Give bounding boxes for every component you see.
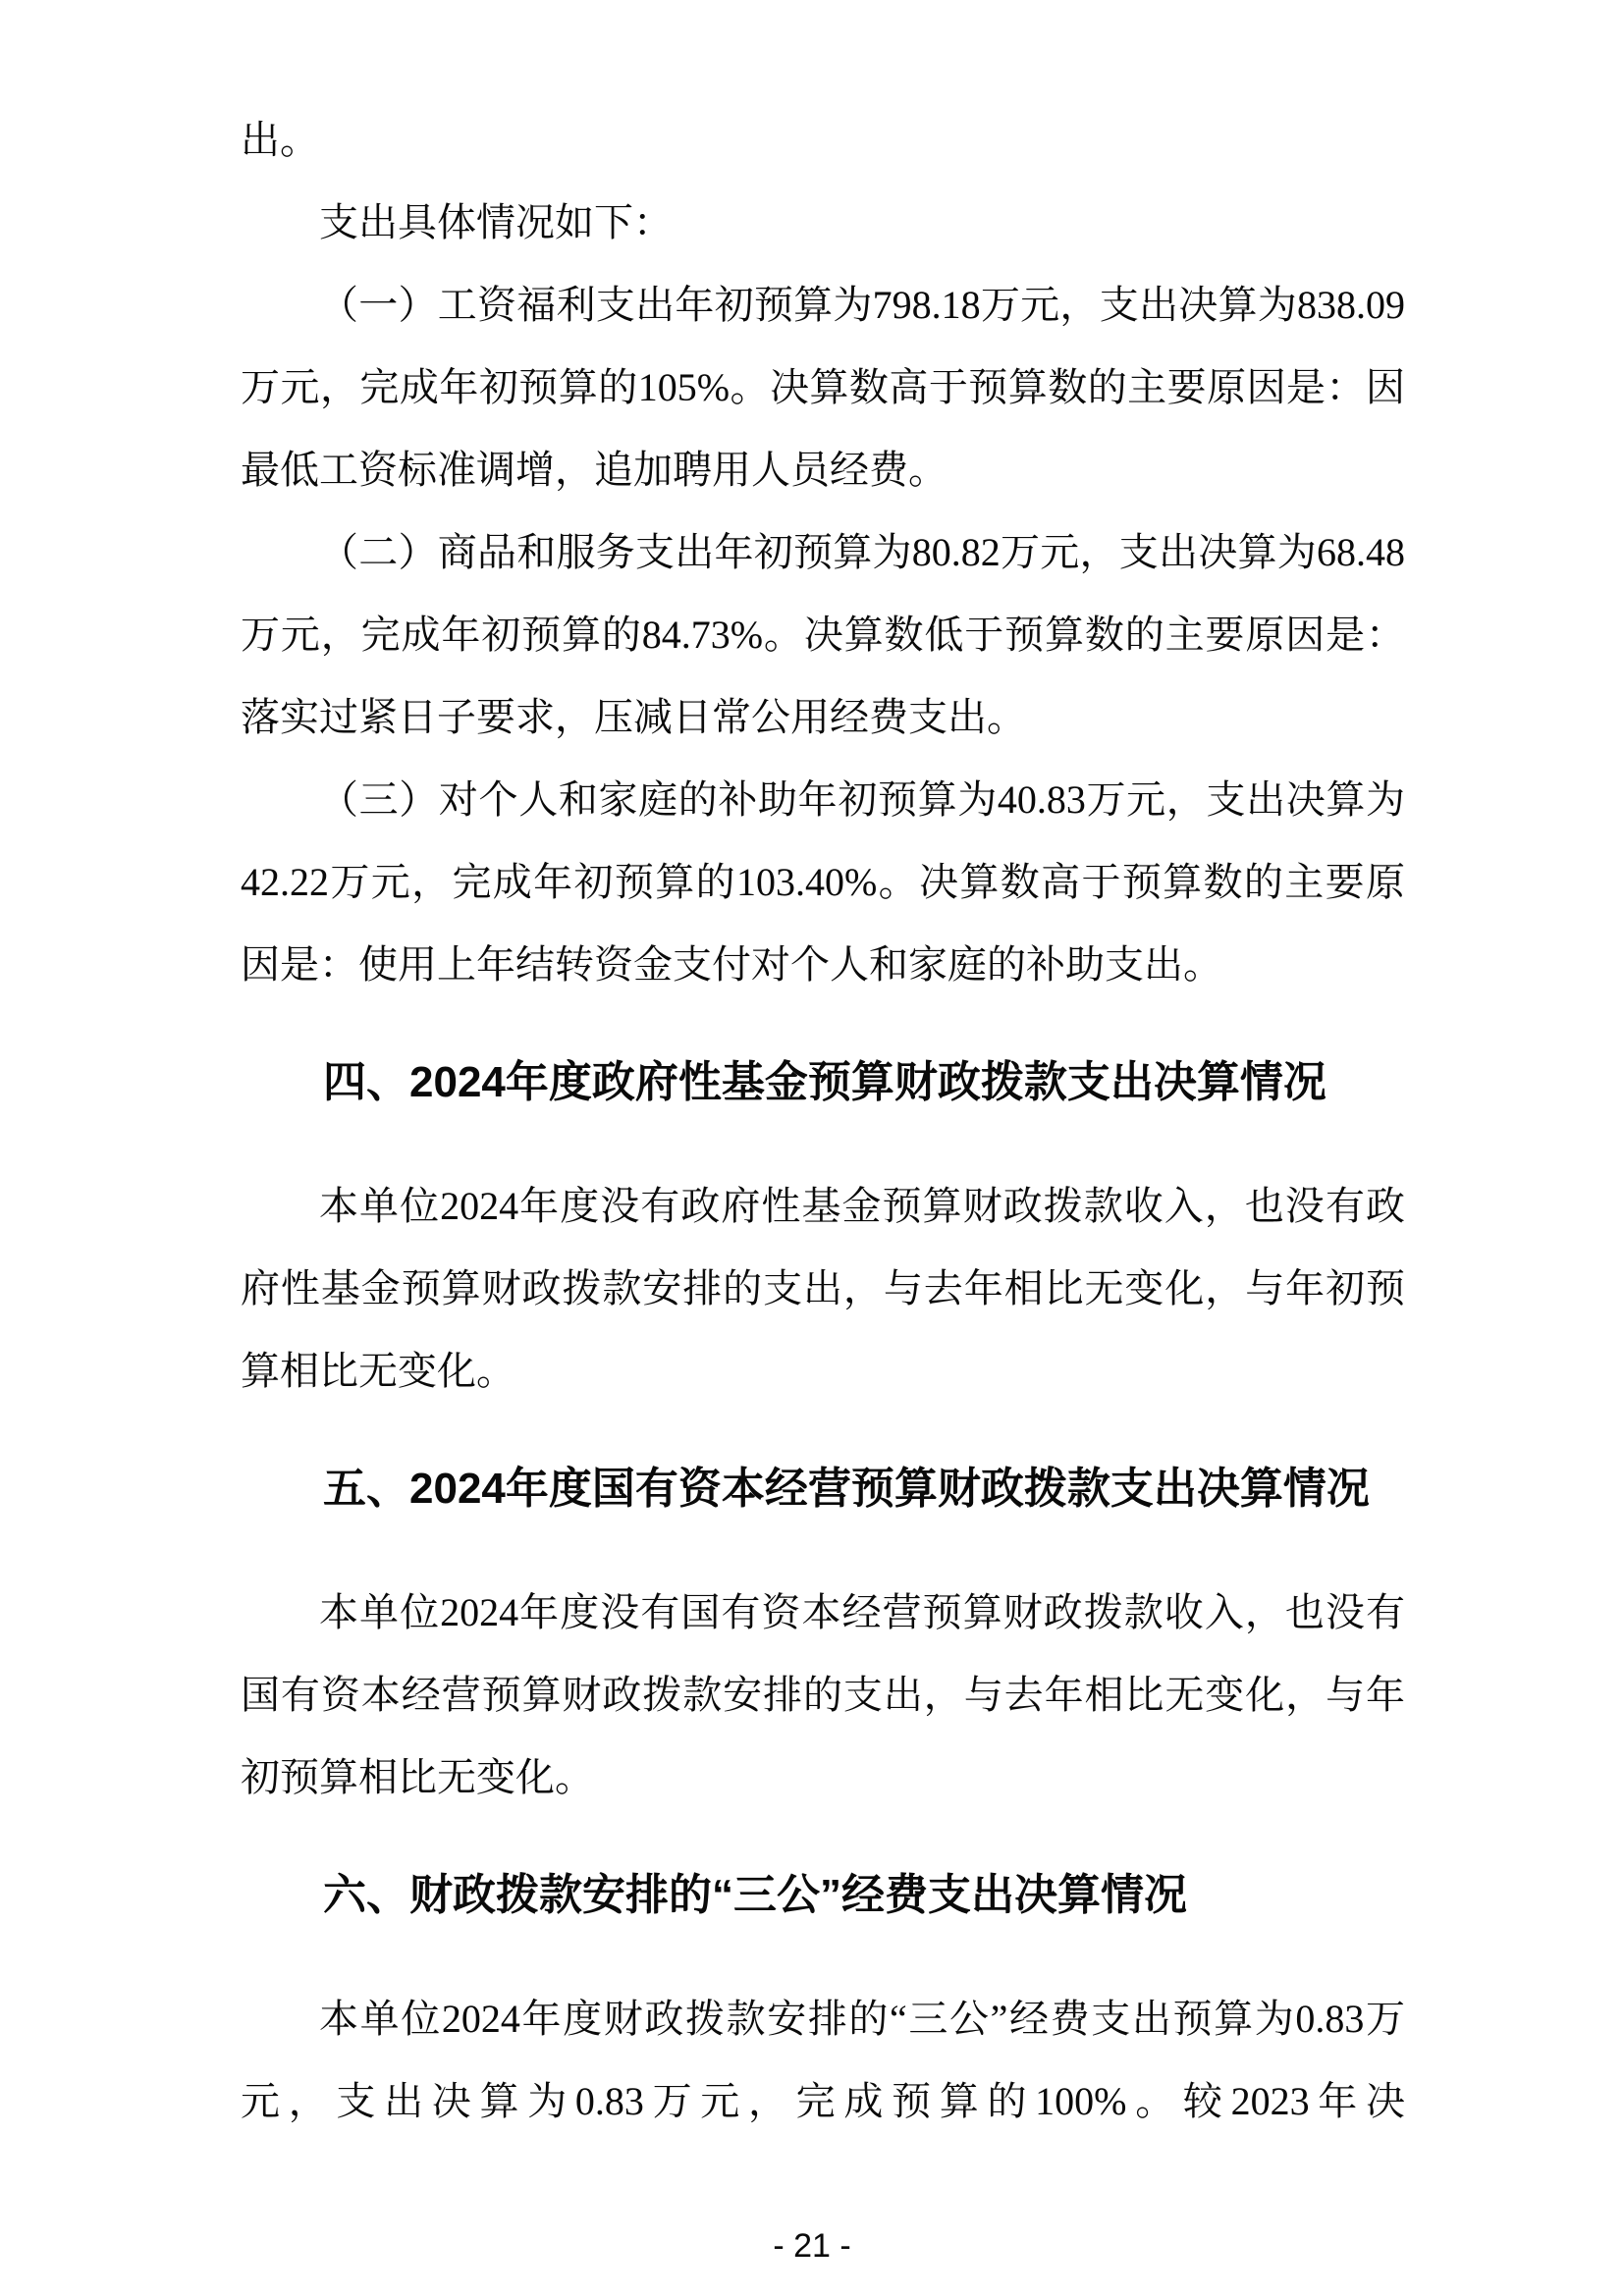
- document-body: [241, 0, 1405, 2143]
- paragraph-item-2: （二）商品和服务支出年初预算为80.82万元，支出决算为68.48万元，完成年初预算的84.73%。决算数低于预算数的主要原因是：落实过紧日子要求，压减日常公用经费支出。: [241, 530, 1405, 739]
- paragraph-section-6: 本单位2024年度财政拨款安排的“三公”经费支出预算为0.83万元，支出决算为0.83万元，完成预算的100%。较2023年决: [241, 1997, 1405, 2123]
- paragraph-item-1: （一）工资福利支出年初预算为798.18万元，支出决算为838.09万元，完成年初预算的105%。决算数高于预算数的主要原因是：因最低工资标准调增，追加聘用人员经费。: [241, 283, 1405, 492]
- page-number: - 21 -: [773, 2227, 851, 2265]
- paragraph-intro: 支出具体情况如下：: [319, 200, 673, 244]
- paragraph-item-3: （三）对个人和家庭的补助年初预算为40.83万元，支出决算为42.22万元，完成年初预算的103.40%。决算数高于预算数的主要原因是：使用上年结转资金支付对个人和家庭的补助支出。: [241, 777, 1405, 987]
- paragraph-section-5: 本单位2024年度没有国有资本经营预算财政拨款收入，也没有国有资本经营预算财政拨款安排的支出，与去年相比无变化，与年初预算相比无变化。: [241, 1590, 1405, 1799]
- section-heading-5: 五、2024年度国有资本经营预算财政拨款支出决算情况: [323, 1465, 1370, 1513]
- paragraph-section-4: 本单位2024年度没有政府性基金预算财政拨款收入，也没有政府性基金预算财政拨款安排的支出，与去年相比无变化，与年初预算相比无变化。: [241, 1184, 1405, 1393]
- paragraph-continuation: 出。: [241, 118, 319, 162]
- section-heading-4: 四、2024年度政府性基金预算财政拨款支出决算情况: [323, 1058, 1326, 1106]
- section-heading-6: 六、财政拨款安排的“三公”经费支出决算情况: [323, 1871, 1187, 1919]
